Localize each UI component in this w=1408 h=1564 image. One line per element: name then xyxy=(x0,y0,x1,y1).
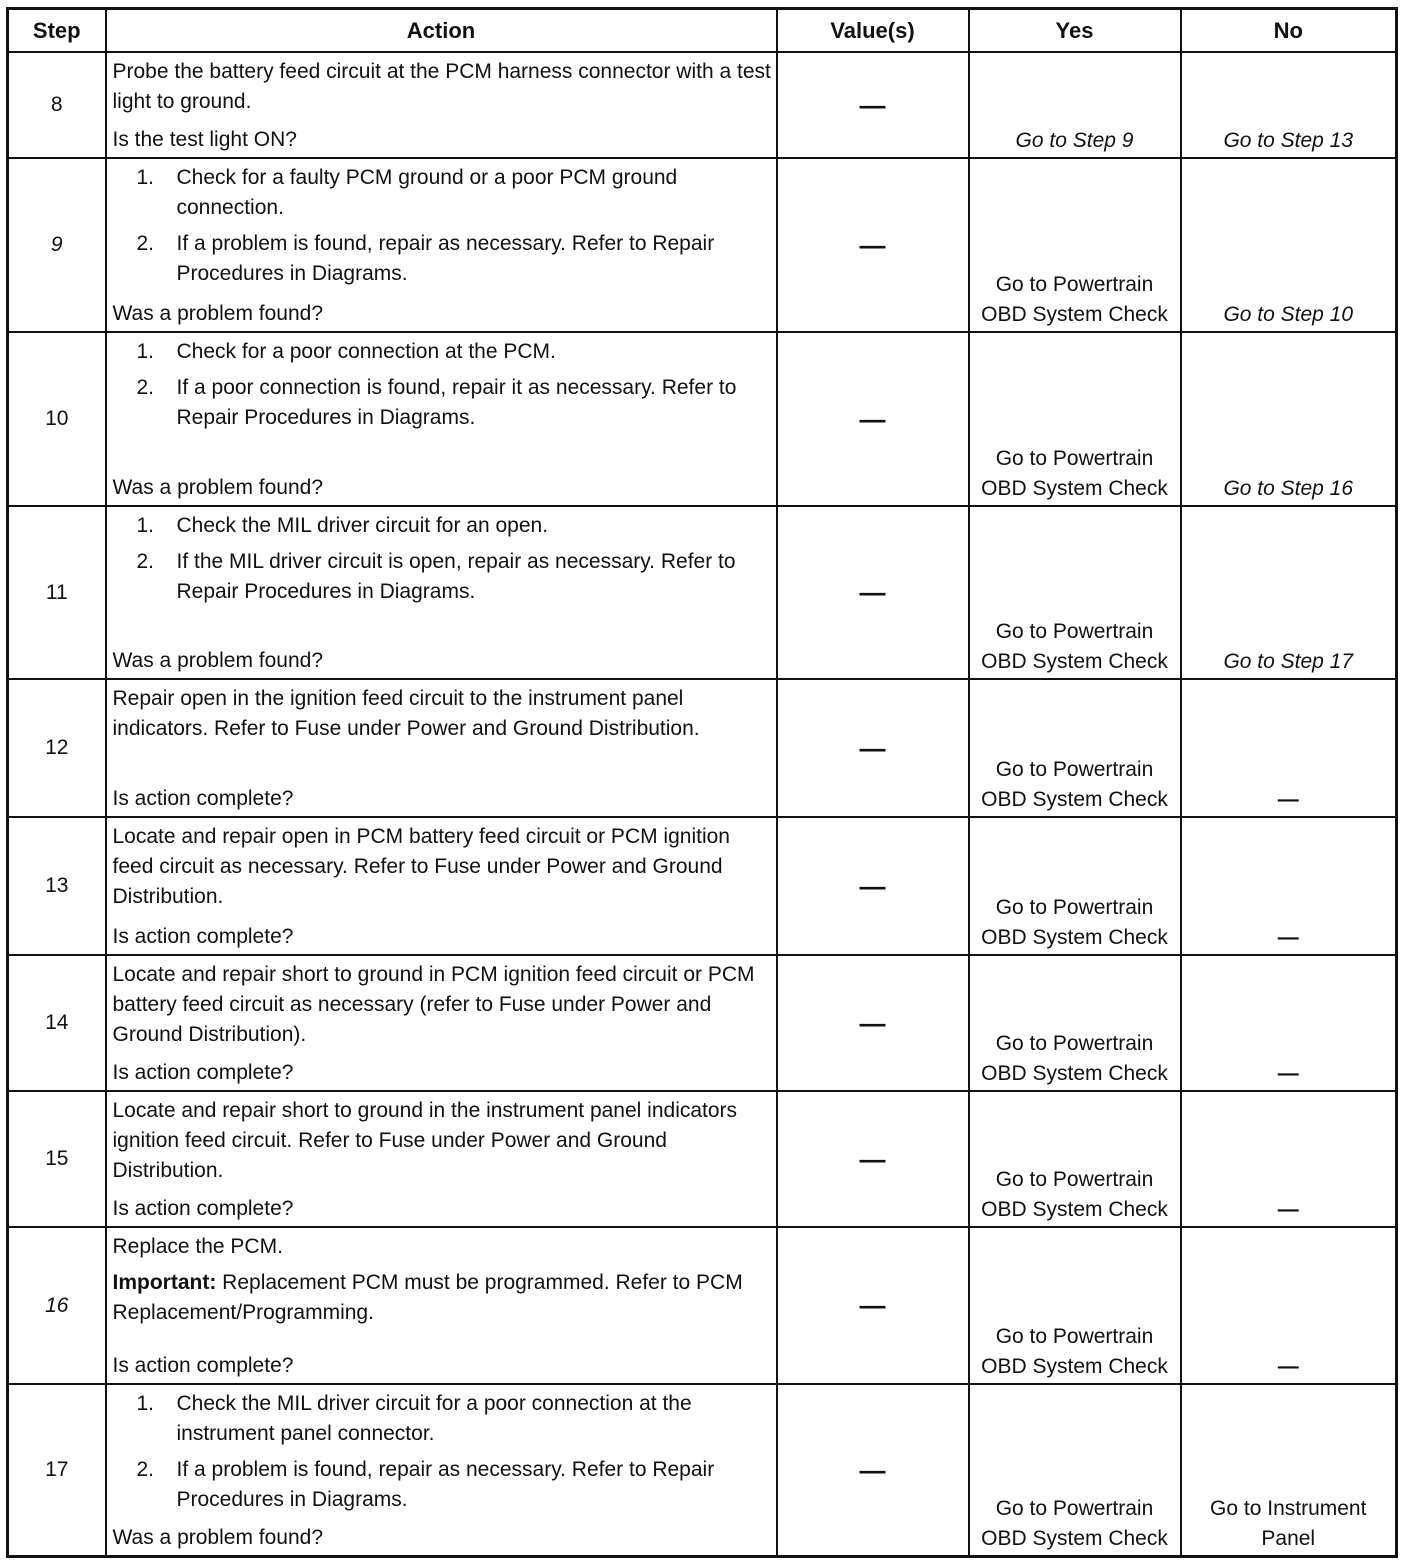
numbered-item xyxy=(137,511,772,541)
numbered-item xyxy=(137,373,772,433)
cell-text: Go to Powertrain OBD System Check xyxy=(981,758,1168,811)
action-cell xyxy=(106,1227,777,1384)
item-number: 1. xyxy=(136,166,155,189)
header-step: Step xyxy=(8,9,106,53)
action-question: Was a problem found? xyxy=(112,302,324,325)
no-cell xyxy=(1181,1384,1397,1557)
numbered-item xyxy=(137,1389,772,1449)
step-number: 12 xyxy=(8,679,106,817)
table-row xyxy=(8,817,1397,955)
action-cell xyxy=(106,52,777,158)
table-row xyxy=(8,1091,1397,1227)
yes-cell: Go to Step 9 xyxy=(969,52,1181,158)
action-question: Is action complete? xyxy=(112,1061,294,1084)
action-question: Is action complete? xyxy=(112,925,294,948)
yes-cell xyxy=(969,817,1181,955)
step-number: 13 xyxy=(8,817,106,955)
yes-cell xyxy=(969,332,1181,506)
action-text: Locate and repair short to ground in PCM ignition feed circuit or PCM battery feed circuit as necessary (refer to Fuse under Power and Ground Distribution). xyxy=(112,963,755,1046)
value-cell: — xyxy=(777,332,969,506)
action-text: Locate and repair open in PCM battery feed circuit or PCM ignition feed circuit as necessary. Refer to Fuse under Power and Ground Distribution. xyxy=(112,825,730,908)
value-cell: — xyxy=(777,817,969,955)
item-text: If a poor connection is found, repair it as necessary. Refer to Repair Procedures in Diagrams. xyxy=(176,376,737,429)
action-cell xyxy=(106,955,777,1091)
step-number: 10 xyxy=(8,332,106,506)
numbered-item xyxy=(137,337,772,367)
header-yes: Yes xyxy=(969,9,1181,53)
no-cell: Go to Step 17 xyxy=(1181,506,1397,679)
yes-cell xyxy=(969,1384,1181,1557)
no-cell: Go to Step 16 xyxy=(1181,332,1397,506)
action-cell xyxy=(106,506,777,679)
value-cell: — xyxy=(777,1227,969,1384)
item-number: 1. xyxy=(136,1392,155,1415)
header-row xyxy=(8,9,1397,53)
numbered-item xyxy=(137,1455,772,1515)
action-content xyxy=(113,57,772,155)
action-question: Was a problem found? xyxy=(112,649,324,672)
table-row xyxy=(8,1384,1397,1557)
cell-text: Go to Instrument Panel xyxy=(1210,1497,1367,1550)
no-cell: — xyxy=(1181,955,1397,1091)
action-content xyxy=(113,822,772,952)
cell-text: Go to Powertrain OBD System Check xyxy=(981,447,1168,500)
cell-text: Go to Powertrain OBD System Check xyxy=(981,896,1168,949)
action-question: Is action complete? xyxy=(112,1197,294,1220)
item-number: 2. xyxy=(136,550,155,573)
numbered-item xyxy=(137,229,772,289)
cell-text: Go to Powertrain OBD System Check xyxy=(981,620,1168,673)
no-cell: Go to Step 13 xyxy=(1181,52,1397,158)
item-text: Check the MIL driver circuit for a poor connection at the instrument panel connector. xyxy=(176,1392,692,1445)
cell-text: Go to Powertrain OBD System Check xyxy=(981,273,1168,326)
action-question: Is the test light ON? xyxy=(112,128,297,151)
no-cell: Go to Step 10 xyxy=(1181,158,1397,332)
header-no: No xyxy=(1181,9,1397,53)
important-label: Important: xyxy=(112,1271,217,1294)
action-content xyxy=(113,337,772,503)
step-number: 16 xyxy=(8,1227,106,1384)
action-question: Was a problem found? xyxy=(112,476,324,499)
action-question: Is action complete? xyxy=(112,1354,294,1377)
yes-cell xyxy=(969,506,1181,679)
action-text: Repair open in the ignition feed circuit to the instrument panel indicators. Refer to Fuse under Power and Ground Distribution. xyxy=(112,687,700,740)
value-cell: — xyxy=(777,506,969,679)
action-cell xyxy=(106,1091,777,1227)
action-cell xyxy=(106,817,777,955)
no-cell: — xyxy=(1181,817,1397,955)
yes-cell xyxy=(969,1227,1181,1384)
item-number: 2. xyxy=(136,232,155,255)
action-cell xyxy=(106,679,777,817)
table-row xyxy=(8,1227,1397,1384)
action-text: Locate and repair short to ground in the instrument panel indicators ignition feed circuit. Refer to Fuse under Power and Ground Distribution. xyxy=(112,1099,738,1182)
step-number: 8 xyxy=(8,52,106,158)
action-text: Probe the battery feed circuit at the PCM harness connector with a test light to ground. xyxy=(112,60,771,113)
no-cell: — xyxy=(1181,1227,1397,1384)
step-number: 14 xyxy=(8,955,106,1091)
action-content xyxy=(113,1389,772,1553)
action-content xyxy=(113,511,772,676)
item-text: If a problem is found, repair as necessary. Refer to Repair Procedures in Diagrams. xyxy=(176,1458,715,1511)
action-content xyxy=(113,163,772,329)
table-row xyxy=(8,158,1397,332)
header-values: Value(s) xyxy=(777,9,969,53)
numbered-item xyxy=(137,547,772,607)
action-question: Was a problem found? xyxy=(112,1526,324,1549)
table-row xyxy=(8,506,1397,679)
cell-text: Go to Powertrain OBD System Check xyxy=(981,1325,1168,1378)
yes-cell xyxy=(969,955,1181,1091)
value-cell: — xyxy=(777,52,969,158)
cell-text: Go to Powertrain OBD System Check xyxy=(981,1497,1168,1550)
yes-cell xyxy=(969,1091,1181,1227)
value-cell: — xyxy=(777,1384,969,1557)
yes-cell xyxy=(969,679,1181,817)
action-cell xyxy=(106,158,777,332)
numbered-item xyxy=(137,163,772,223)
table-row xyxy=(8,679,1397,817)
item-text: If the MIL driver circuit is open, repair as necessary. Refer to Repair Procedures in Diagrams. xyxy=(176,550,736,603)
action-content xyxy=(113,1232,772,1381)
action-content xyxy=(113,1096,772,1224)
important-note xyxy=(113,1268,772,1328)
step-number: 17 xyxy=(8,1384,106,1557)
action-cell xyxy=(106,332,777,506)
item-number: 1. xyxy=(136,514,155,537)
item-text: Check for a poor connection at the PCM. xyxy=(176,340,556,363)
step-number: 9 xyxy=(8,158,106,332)
table-row xyxy=(8,955,1397,1091)
important-text: Replacement PCM must be programmed. Refer to PCM Replacement/Programming. xyxy=(112,1271,743,1324)
action-content xyxy=(113,684,772,814)
header-action: Action xyxy=(106,9,777,53)
item-number: 2. xyxy=(136,1458,155,1481)
no-cell: — xyxy=(1181,679,1397,817)
value-cell: — xyxy=(777,679,969,817)
diagnostic-table xyxy=(6,7,1398,1558)
value-cell: — xyxy=(777,955,969,1091)
item-text: Check the MIL driver circuit for an open. xyxy=(176,514,549,537)
item-number: 2. xyxy=(136,376,155,399)
cell-text: Go to Powertrain OBD System Check xyxy=(981,1032,1168,1085)
action-content xyxy=(113,960,772,1088)
item-text: If a problem is found, repair as necessary. Refer to Repair Procedures in Diagrams. xyxy=(176,232,715,285)
yes-cell xyxy=(969,158,1181,332)
table-row xyxy=(8,332,1397,506)
no-cell: — xyxy=(1181,1091,1397,1227)
item-text: Check for a faulty PCM ground or a poor PCM ground connection. xyxy=(176,166,678,219)
value-cell: — xyxy=(777,1091,969,1227)
table-row xyxy=(8,52,1397,158)
action-question: Is action complete? xyxy=(112,787,294,810)
action-cell xyxy=(106,1384,777,1557)
step-number: 11 xyxy=(8,506,106,679)
cell-text: Go to Powertrain OBD System Check xyxy=(981,1168,1168,1221)
value-cell: — xyxy=(777,158,969,332)
item-number: 1. xyxy=(136,340,155,363)
step-number: 15 xyxy=(8,1091,106,1227)
action-text: Replace the PCM. xyxy=(112,1235,283,1258)
